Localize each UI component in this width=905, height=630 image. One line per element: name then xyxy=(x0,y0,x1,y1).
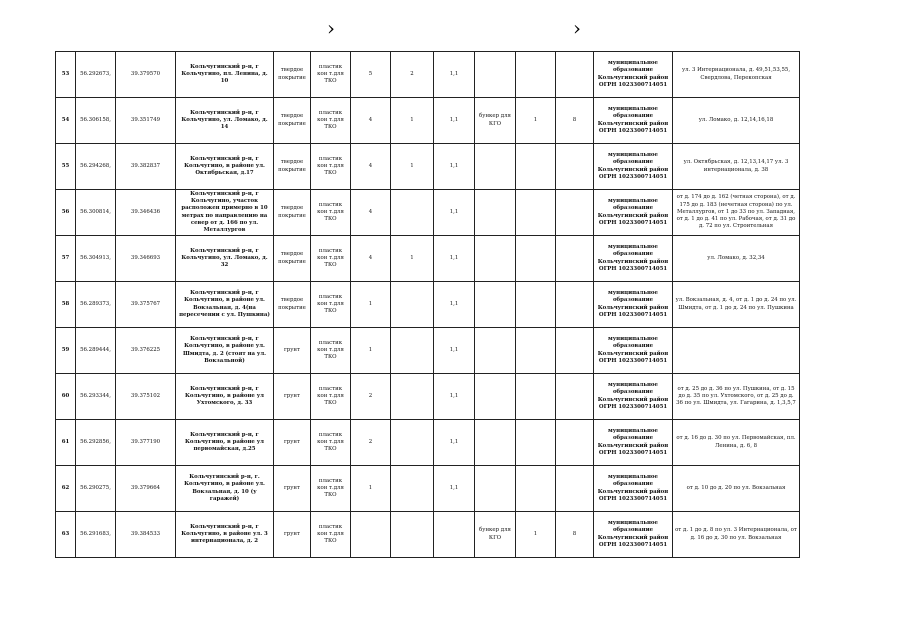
site-address: Кольчугинский р-н, г Кольчугино, участок расположен примерно в 10 метрах по направлению на север от д. 166 по ул. Металлургов xyxy=(176,190,274,236)
container-count-secondary xyxy=(391,420,434,466)
row-number: 54 xyxy=(56,98,76,144)
bunker-count: 1 xyxy=(516,98,556,144)
latitude: 56.289373, xyxy=(76,282,116,328)
site-address: Кольчугинский р-н, г Кольчугино, ул. Ломако, д. 14 xyxy=(176,98,274,144)
site-owner: муниципальное образование Кольчугинский район ОГРН 1023300714051 xyxy=(594,512,673,558)
table-body xyxy=(56,52,800,558)
site-owner: муниципальное образование Кольчугинский район ОГРН 1023300714051 xyxy=(594,466,673,512)
bunker-type xyxy=(475,374,516,420)
container-volume: 1,1 xyxy=(434,190,475,236)
bunker-volume xyxy=(556,144,594,190)
container-count: 2 xyxy=(351,420,391,466)
surface-type: грунт xyxy=(274,374,311,420)
surface-type: твердое покрытие xyxy=(274,190,311,236)
container-count-secondary: 1 xyxy=(391,144,434,190)
longitude: 39.376225 xyxy=(116,328,176,374)
bunker-count xyxy=(516,144,556,190)
site-owner: муниципальное образование Кольчугинский район ОГРН 1023300714051 xyxy=(594,144,673,190)
bunker-volume xyxy=(556,236,594,282)
container-count-secondary xyxy=(391,512,434,558)
bunker-count xyxy=(516,190,556,236)
site-owner: муниципальное образование Кольчугинский район ОГРН 1023300714051 xyxy=(594,190,673,236)
bunker-count xyxy=(516,282,556,328)
site-owner: муниципальное образование Кольчугинский район ОГРН 1023300714051 xyxy=(594,328,673,374)
bunker-type xyxy=(475,144,516,190)
container-count-secondary: 1 xyxy=(391,98,434,144)
longitude: 39.379570 xyxy=(116,52,176,98)
bunker-type xyxy=(475,420,516,466)
container-material: пластик кон т.для ТКО xyxy=(311,236,351,282)
latitude: 56.292856, xyxy=(76,420,116,466)
site-address: Кольчугинский р-н, г Кольчугино, ул. Ломако, д. 32 xyxy=(176,236,274,282)
bunker-volume: 8 xyxy=(556,512,594,558)
container-volume: 1,1 xyxy=(434,144,475,190)
latitude: 56.300814, xyxy=(76,190,116,236)
served-addresses: ул. Ломако, д. 12,14,16,18 xyxy=(673,98,800,144)
bunker-count xyxy=(516,236,556,282)
served-addresses: от д. 1 до д. 8 по ул. 3 Интернационала, от д. 16 до д. 30 по ул. Вокзальная xyxy=(673,512,800,558)
container-count: 1 xyxy=(351,328,391,374)
longitude: 39.379664 xyxy=(116,466,176,512)
bunker-count xyxy=(516,374,556,420)
row-number: 59 xyxy=(56,328,76,374)
table-row xyxy=(56,282,800,328)
container-material: пластик кон т.для ТКО xyxy=(311,512,351,558)
container-count-secondary xyxy=(391,466,434,512)
bunker-type xyxy=(475,52,516,98)
container-count-secondary xyxy=(391,374,434,420)
container-count-secondary xyxy=(391,282,434,328)
served-addresses: от д. 174 до д. 162 (четная сторона), от д. 175 до д. 183 (нечетная сторона) по ул. Металлургов, от 1 до 33 по ул. Западная, от д. 1 до д. 41 по ул. Рабочая, от д. 31 до д. 72 по ул. Строительная xyxy=(673,190,800,236)
longitude: 39.377190 xyxy=(116,420,176,466)
punch-mark-left: › xyxy=(327,16,335,40)
container-count: 5 xyxy=(351,52,391,98)
container-count-secondary xyxy=(391,190,434,236)
container-volume: 1,1 xyxy=(434,328,475,374)
longitude: 39.384533 xyxy=(116,512,176,558)
bunker-count xyxy=(516,52,556,98)
latitude: 56.292673, xyxy=(76,52,116,98)
surface-type: твердое покрытие xyxy=(274,98,311,144)
container-volume: 1,1 xyxy=(434,466,475,512)
container-material: пластик кон т.для ТКО xyxy=(311,328,351,374)
served-addresses: от д. 16 до д. 30 по ул. Первомайская, пл. Ленина, д. 6, 8 xyxy=(673,420,800,466)
container-count: 4 xyxy=(351,236,391,282)
bunker-type xyxy=(475,282,516,328)
table-row xyxy=(56,236,800,282)
site-address: Кольчугинский р-н, г Кольчугино, в районе ул Ухтомского, д. 33 xyxy=(176,374,274,420)
bunker-type xyxy=(475,190,516,236)
container-count xyxy=(351,512,391,558)
site-address: Кольчугинский р-н, г Кольчугино, в районе ул. Вокзальная, д. 4(на пересечении с ул. Пушкина) xyxy=(176,282,274,328)
container-volume: 1,1 xyxy=(434,52,475,98)
table-row xyxy=(56,328,800,374)
bunker-count xyxy=(516,328,556,374)
bunker-volume xyxy=(556,466,594,512)
site-owner: муниципальное образование Кольчугинский район ОГРН 1023300714051 xyxy=(594,236,673,282)
container-material: пластик кон т.для ТКО xyxy=(311,282,351,328)
bunker-volume xyxy=(556,282,594,328)
served-addresses: от д. 25 до д. 36 по ул. Пушкина, от д. 15 до д. 35 по ул. Ухтомского, от д. 25 до д. 36 по ул. Шмидта, ул. Гагарина, д. 1,3,5,7 xyxy=(673,374,800,420)
surface-type: твердое покрытие xyxy=(274,236,311,282)
surface-type: твердое покрытие xyxy=(274,282,311,328)
container-material: пластик кон т.для ТКО xyxy=(311,52,351,98)
site-owner: муниципальное образование Кольчугинский район ОГРН 1023300714051 xyxy=(594,374,673,420)
site-address: Кольчугинский р-н, г Кольчугино, пл. Ленина, д. 10 xyxy=(176,52,274,98)
container-material: пластик кон т.для ТКО xyxy=(311,144,351,190)
served-addresses xyxy=(673,328,800,374)
container-volume xyxy=(434,512,475,558)
container-volume: 1,1 xyxy=(434,374,475,420)
row-number: 62 xyxy=(56,466,76,512)
container-material: пластик кон т.для ТКО xyxy=(311,420,351,466)
container-volume: 1,1 xyxy=(434,98,475,144)
longitude: 39.346436 xyxy=(116,190,176,236)
served-addresses: ул. Ломако, д. 32,34 xyxy=(673,236,800,282)
waste-sites-table xyxy=(55,51,800,558)
longitude: 39.382837 xyxy=(116,144,176,190)
table-row xyxy=(56,420,800,466)
container-count: 1 xyxy=(351,282,391,328)
served-addresses: ул. Октябрьская, д. 12,13,14,17 ул. 3 интернационала, д. 38 xyxy=(673,144,800,190)
bunker-volume xyxy=(556,420,594,466)
bunker-count: 1 xyxy=(516,512,556,558)
table-row xyxy=(56,52,800,98)
bunker-volume xyxy=(556,190,594,236)
container-count: 4 xyxy=(351,144,391,190)
bunker-type xyxy=(475,328,516,374)
latitude: 56.304913, xyxy=(76,236,116,282)
surface-type: грунт xyxy=(274,512,311,558)
latitude: 56.293344, xyxy=(76,374,116,420)
longitude: 39.375102 xyxy=(116,374,176,420)
container-volume: 1,1 xyxy=(434,282,475,328)
row-number: 53 xyxy=(56,52,76,98)
latitude: 56.291683, xyxy=(76,512,116,558)
site-owner: муниципальное образование Кольчугинский район ОГРН 1023300714051 xyxy=(594,98,673,144)
site-owner: муниципальное образование Кольчугинский район ОГРН 1023300714051 xyxy=(594,282,673,328)
container-count: 1 xyxy=(351,466,391,512)
row-number: 55 xyxy=(56,144,76,190)
container-material: пластик кон т.для ТКО xyxy=(311,374,351,420)
container-material: пластик кон т.для ТКО xyxy=(311,98,351,144)
table-row xyxy=(56,466,800,512)
latitude: 56.289444, xyxy=(76,328,116,374)
container-count: 4 xyxy=(351,98,391,144)
surface-type: твердое покрытие xyxy=(274,144,311,190)
site-address: Кольчугинский р-н, г Кольчугино, в районе ул. 3 интернационала, д. 2 xyxy=(176,512,274,558)
table-row xyxy=(56,512,800,558)
row-number: 56 xyxy=(56,190,76,236)
bunker-count xyxy=(516,420,556,466)
bunker-volume xyxy=(556,52,594,98)
bunker-type: бункер для КГО xyxy=(475,98,516,144)
site-address: Кольчугинский р-н, г Кольчугино, в районе ул первомайская, д.25 xyxy=(176,420,274,466)
bunker-volume xyxy=(556,374,594,420)
latitude: 56.294268, xyxy=(76,144,116,190)
container-count-secondary xyxy=(391,328,434,374)
site-owner: муниципальное образование Кольчугинский район ОГРН 1023300714051 xyxy=(594,420,673,466)
container-count-secondary: 1 xyxy=(391,236,434,282)
site-owner: муниципальное образование Кольчугинский район ОГРН 1023300714051 xyxy=(594,52,673,98)
bunker-type: бункер для КГО xyxy=(475,512,516,558)
served-addresses: ул. 3 Интернационала, д. 49,51,53,55, Свердлова, Перекопская xyxy=(673,52,800,98)
row-number: 61 xyxy=(56,420,76,466)
table-row xyxy=(56,98,800,144)
bunker-volume xyxy=(556,328,594,374)
container-volume: 1,1 xyxy=(434,420,475,466)
table-row xyxy=(56,374,800,420)
row-number: 57 xyxy=(56,236,76,282)
row-number: 58 xyxy=(56,282,76,328)
longitude: 39.375767 xyxy=(116,282,176,328)
site-address: Кольчугинский р-н, г Кольчугино, в районе ул. Октябрьская, д.17 xyxy=(176,144,274,190)
latitude: 56.290275, xyxy=(76,466,116,512)
bunker-type xyxy=(475,466,516,512)
container-count: 4 xyxy=(351,190,391,236)
bunker-type xyxy=(475,236,516,282)
bunker-volume: 8 xyxy=(556,98,594,144)
surface-type: грунт xyxy=(274,420,311,466)
container-material: пластик кон т.для ТКО xyxy=(311,466,351,512)
site-address: Кольчугинский р-н, г Кольчугино, в районе ул. Шмидта, д. 2 (стоят на ул. Вокзальной) xyxy=(176,328,274,374)
container-count-secondary: 2 xyxy=(391,52,434,98)
site-address: Кольчугинский р-н, г. Кольчугино, в районе ул. Вокзальная, д. 10 (у гаражей) xyxy=(176,466,274,512)
latitude: 56.306158, xyxy=(76,98,116,144)
longitude: 39.346693 xyxy=(116,236,176,282)
container-material: пластик кон т.для ТКО xyxy=(311,190,351,236)
served-addresses: от д. 10 до д. 20 по ул. Вокзальная xyxy=(673,466,800,512)
row-number: 63 xyxy=(56,512,76,558)
container-volume: 1,1 xyxy=(434,236,475,282)
longitude: 39.351749 xyxy=(116,98,176,144)
container-count: 2 xyxy=(351,374,391,420)
surface-type: грунт xyxy=(274,328,311,374)
punch-mark-right: › xyxy=(573,16,581,40)
table-row xyxy=(56,190,800,236)
bunker-count xyxy=(516,466,556,512)
surface-type: грунт xyxy=(274,466,311,512)
table-row xyxy=(56,144,800,190)
served-addresses: ул. Вокзальная, д. 4, от д. 1 до д. 24 по ул. Шмидта, от д. 1 до д. 24 по ул. Пушкина xyxy=(673,282,800,328)
row-number: 60 xyxy=(56,374,76,420)
surface-type: твердое покрытие xyxy=(274,52,311,98)
